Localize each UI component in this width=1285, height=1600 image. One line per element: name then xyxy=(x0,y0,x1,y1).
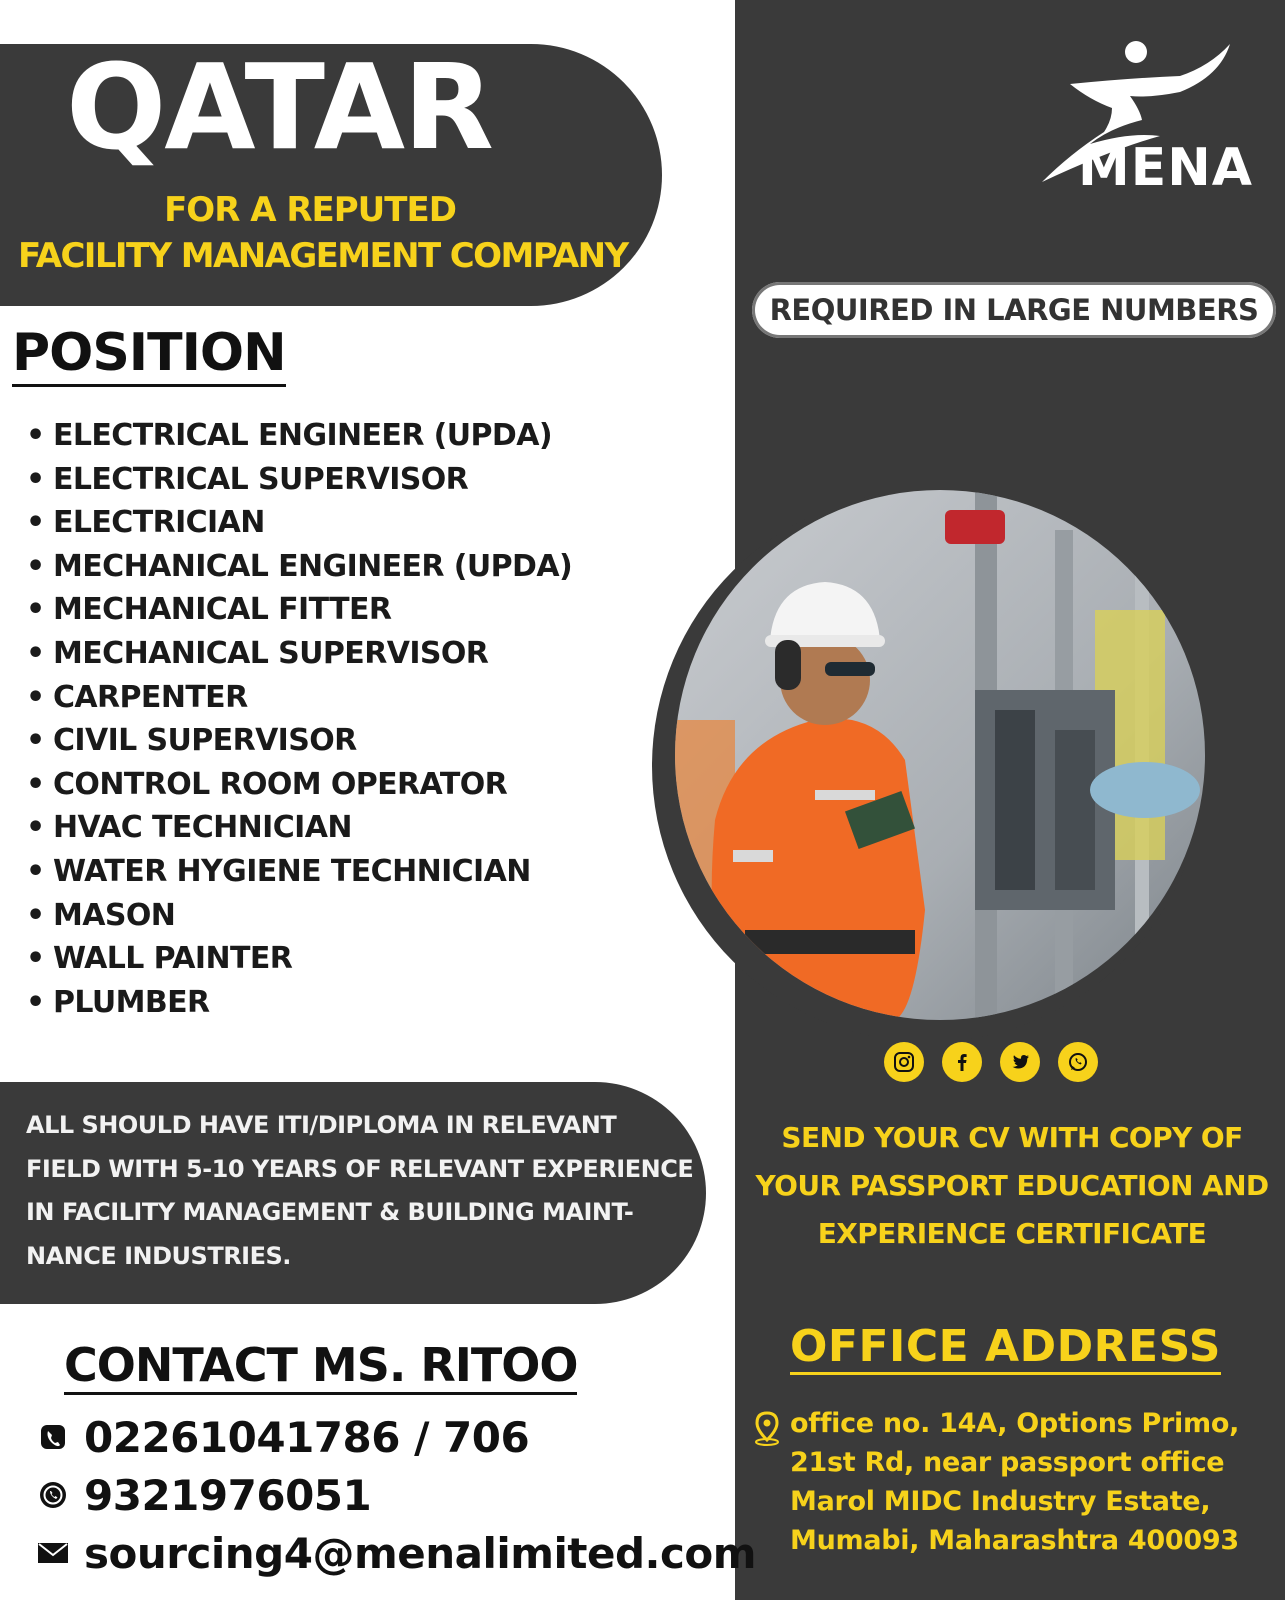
bullet: • xyxy=(26,897,45,933)
email-address: sourcing4@menalimited.com xyxy=(84,1528,756,1578)
position-label: CARPENTER xyxy=(53,679,248,715)
cv-line: EXPERIENCE CERTIFICATE xyxy=(817,1217,1207,1250)
position-label: ELECTRICIAN xyxy=(53,505,265,541)
address-line: Marol MIDC Industry Estate, xyxy=(790,1486,1211,1517)
facebook-icon[interactable] xyxy=(942,1042,982,1082)
cv-instructions xyxy=(742,1114,1282,1258)
position-label: PLUMBER xyxy=(53,984,210,1020)
requirements-line: IN FACILITY MANAGEMENT & BUILDING MAINT- xyxy=(26,1198,634,1226)
list-item xyxy=(26,850,572,894)
bullet: • xyxy=(26,766,45,802)
whatsapp-number: 9321976051 xyxy=(84,1470,372,1520)
position-label: WATER HYGIENE TECHNICIAN xyxy=(53,853,531,889)
brand-name: MENA xyxy=(1078,138,1254,198)
list-item xyxy=(26,632,572,676)
list-item xyxy=(26,806,572,850)
position-heading: POSITION xyxy=(12,324,286,387)
country-title: QATAR xyxy=(66,38,492,176)
whatsapp-row[interactable] xyxy=(36,1470,371,1520)
bullet: • xyxy=(26,723,45,759)
list-item xyxy=(26,719,572,763)
address-line: 21st Rd, near passport office xyxy=(790,1447,1225,1478)
email-row[interactable] xyxy=(36,1528,756,1578)
cv-line: YOUR PASSPORT EDUCATION AND xyxy=(755,1169,1269,1202)
bullet: • xyxy=(26,418,45,453)
bullet: • xyxy=(26,984,45,1020)
position-label: MECHANICAL ENGINEER (UPDA) xyxy=(53,548,573,584)
whatsapp-social-icon[interactable] xyxy=(1058,1042,1098,1082)
list-item xyxy=(26,763,572,807)
phone-row[interactable] xyxy=(36,1412,529,1462)
bullet: • xyxy=(26,810,45,846)
position-label: CONTROL ROOM OPERATOR xyxy=(53,766,508,802)
list-item xyxy=(26,458,572,502)
list-item xyxy=(26,414,572,458)
list-item xyxy=(26,894,572,938)
requirements-text xyxy=(26,1104,706,1278)
address-line: Mumabi, Maharashtra 400093 xyxy=(790,1525,1239,1556)
worker-photo xyxy=(675,490,1205,1020)
position-label: MASON xyxy=(53,897,176,933)
bullet: • xyxy=(26,505,45,541)
bullet: • xyxy=(26,635,45,671)
required-badge: REQUIRED IN LARGE NUMBERS xyxy=(752,282,1276,338)
office-heading: OFFICE ADDRESS xyxy=(790,1322,1221,1375)
mail-icon xyxy=(36,1536,70,1570)
social-links xyxy=(884,1042,1098,1082)
list-item xyxy=(26,588,572,632)
position-label: ELECTRICAL SUPERVISOR xyxy=(53,461,469,497)
bullet: • xyxy=(26,548,45,584)
address-line: office no. 14A, Options Primo, xyxy=(790,1408,1240,1439)
bullet: • xyxy=(26,853,45,889)
position-label: WALL PAINTER xyxy=(53,941,293,977)
position-list xyxy=(26,414,572,1024)
position-label: ELECTRICAL ENGINEER (UPDA) xyxy=(53,418,552,453)
requirements-line: FIELD WITH 5-10 YEARS OF RELEVANT EXPERIENCE xyxy=(26,1154,694,1183)
position-label: CIVIL SUPERVISOR xyxy=(53,723,357,759)
position-label: MECHANICAL FITTER xyxy=(53,592,392,628)
list-item xyxy=(26,981,572,1025)
bullet: • xyxy=(26,592,45,628)
position-label: HVAC TECHNICIAN xyxy=(53,810,352,846)
requirements-line: NANCE INDUSTRIES. xyxy=(26,1241,291,1270)
position-label: MECHANICAL SUPERVISOR xyxy=(53,635,489,671)
bullet: • xyxy=(26,679,45,715)
requirements-line: ALL SHOULD HAVE ITI/DIPLOMA IN RELEVANT xyxy=(26,1111,617,1139)
contact-heading: CONTACT MS. RITOO xyxy=(64,1338,577,1395)
office-address xyxy=(790,1404,1239,1560)
phone-icon xyxy=(36,1420,70,1454)
phone-number: 02261041786 / 706 xyxy=(84,1412,530,1462)
list-item xyxy=(26,501,572,545)
instagram-icon[interactable] xyxy=(884,1042,924,1082)
twitter-icon[interactable] xyxy=(1000,1042,1040,1082)
subtitle-line-1: FOR A REPUTED xyxy=(164,190,456,230)
subtitle-line-2: FACILITY MANAGEMENT COMPANY xyxy=(18,236,628,276)
list-item xyxy=(26,545,572,589)
list-item xyxy=(26,676,572,720)
bullet: • xyxy=(26,941,45,977)
bullet: • xyxy=(26,461,45,497)
list-item xyxy=(26,937,572,981)
location-pin-icon xyxy=(752,1410,782,1446)
whatsapp-icon xyxy=(36,1478,70,1512)
cv-line: SEND YOUR CV WITH COPY OF xyxy=(781,1121,1243,1154)
